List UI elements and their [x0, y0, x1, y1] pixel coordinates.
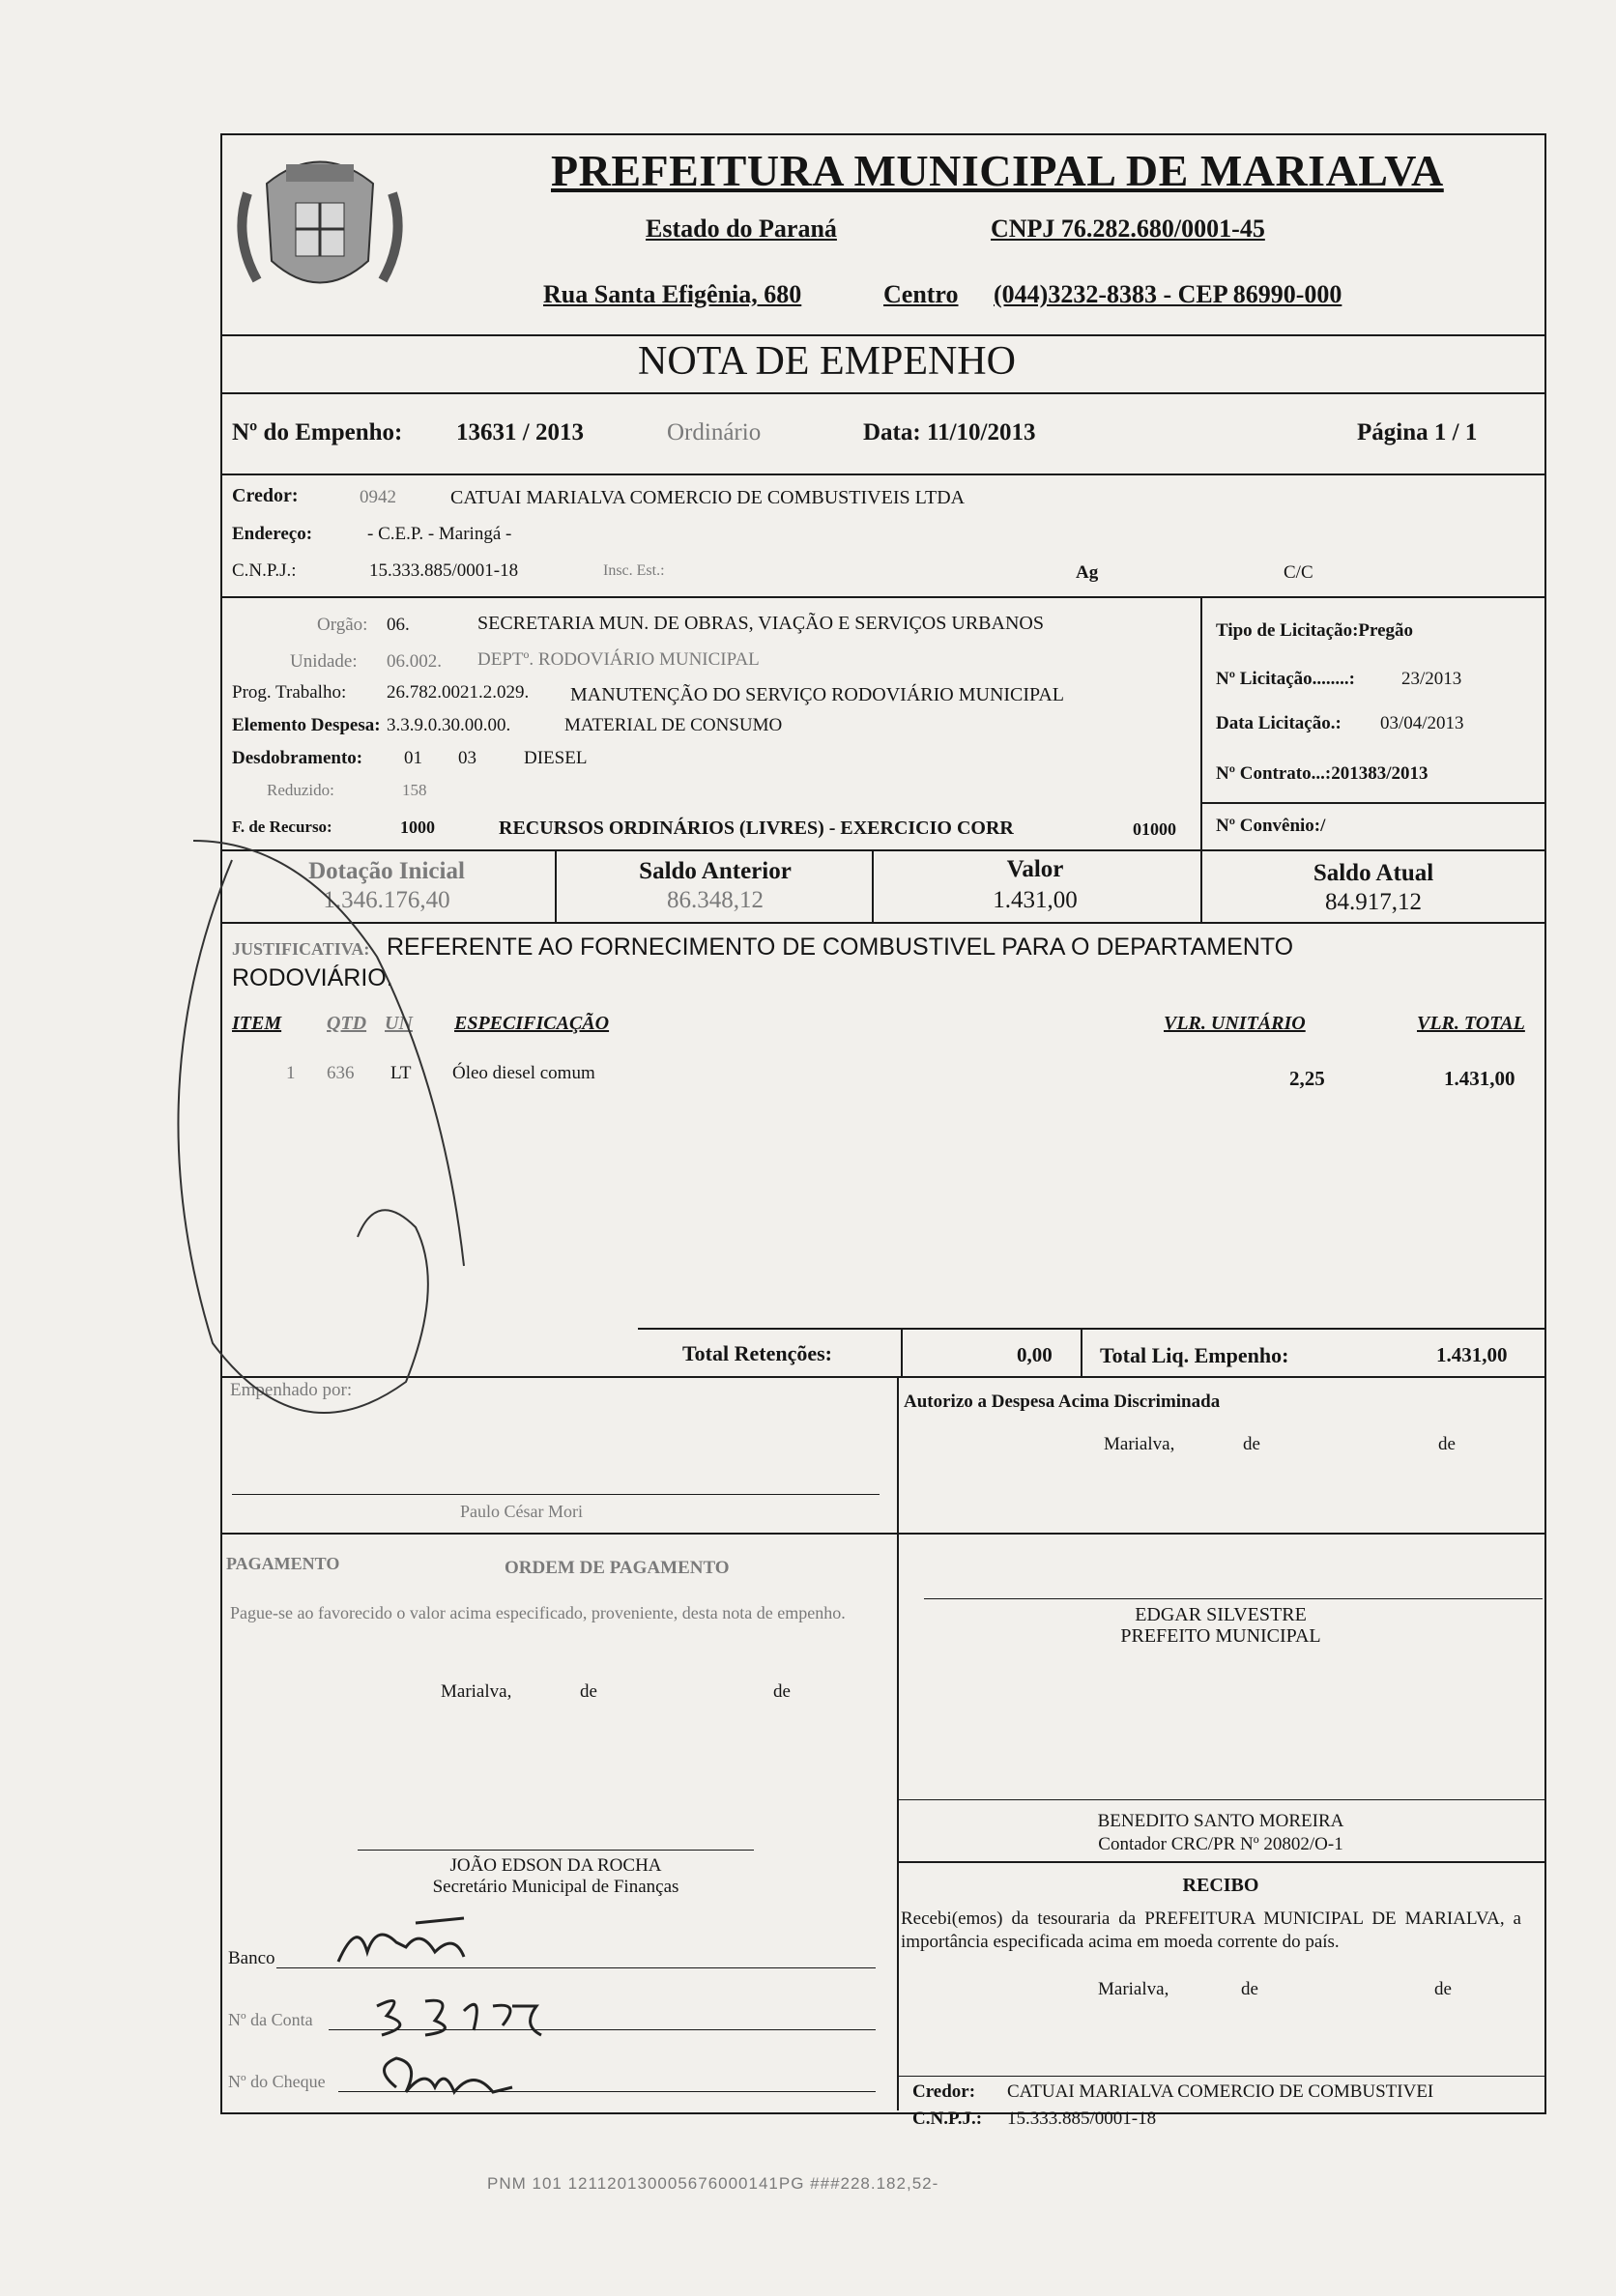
- mayor-title: PREFEITO MUNICIPAL: [1120, 1625, 1321, 1647]
- conta-label: Nº da Conta: [228, 2010, 313, 2029]
- recurso-code: 1000: [400, 818, 435, 837]
- credor-label: Credor:: [232, 485, 299, 506]
- recurso-text: RECURSOS ORDINÁRIOS (LIVRES) - EXERCICIO CORR: [499, 818, 1014, 839]
- licitacao-convenio: Nº Convênio:/: [1216, 816, 1326, 836]
- empenho-type: Ordinário: [667, 419, 762, 445]
- banco-handwriting: [329, 1913, 541, 1976]
- document-title: NOTA DE EMPENHO: [638, 339, 1016, 384]
- desdobramento-code: 01: [404, 748, 422, 768]
- elemento-label: Elemento Despesa:: [232, 715, 381, 735]
- receipt-text: Recebi(emos) da tesouraria da PREFEITURA MUNICIPAL DE MARIALVA, a importância especificada acima em moeda corrente do país.: [901, 1909, 1521, 1952]
- credor-cnpj: 15.333.885/0001-18: [369, 560, 519, 581]
- items-header-spec: ESPECIFICAÇÃO: [454, 1013, 610, 1034]
- elemento-code: 3.3.9.0.30.00.00.: [387, 715, 511, 735]
- licitacao-data: 03/04/2013: [1380, 713, 1464, 733]
- mayor-name: EDGAR SILVESTRE: [1135, 1604, 1307, 1625]
- header-district: Centro: [883, 280, 959, 308]
- pagamento-de2: de: [773, 1681, 791, 1702]
- items-header-un: UN: [385, 1013, 413, 1034]
- credor-address-label: Endereço:: [232, 524, 313, 544]
- credor-name: CATUAI MARIALVA COMERCIO DE COMBUSTIVEIS LTDA: [450, 487, 966, 508]
- programa-code: 26.782.0021.2.029.: [387, 682, 530, 703]
- empenhado-label: Empenhado por:: [230, 1380, 353, 1400]
- items-header-total: VLR. TOTAL: [1417, 1013, 1525, 1034]
- receipt-de2: de: [1434, 1979, 1452, 1999]
- recurso-label: F. de Recurso:: [232, 818, 332, 836]
- saldo-atual-label: Saldo Atual: [1313, 860, 1434, 886]
- credor-cnpj-label: C.N.P.J.:: [232, 560, 297, 581]
- item-row-spec: Óleo diesel comum: [452, 1063, 595, 1083]
- coat-of-arms-logo: [228, 145, 412, 309]
- secretary-name: JOÃO EDSON DA ROCHA: [449, 1855, 662, 1876]
- pagamento-de1: de: [580, 1681, 597, 1702]
- autorizo-de1: de: [1243, 1434, 1260, 1454]
- item-row-total: 1.431,00: [1444, 1067, 1515, 1090]
- secretary-title: Secretário Municipal de Finanças: [432, 1877, 679, 1897]
- retencoes-label: Total Retenções:: [682, 1341, 832, 1365]
- ordem-pagamento-title: ORDEM DE PAGAMENTO: [505, 1558, 730, 1578]
- licitacao-numero: 23/2013: [1401, 669, 1462, 689]
- saldo-anterior-label: Saldo Anterior: [639, 858, 792, 884]
- credor-ie-label: Insc. Est.:: [603, 562, 665, 579]
- pagamento-label: PAGAMENTO: [226, 1554, 340, 1573]
- autorizo-text: Autorizo a Despesa Acima Discriminada: [904, 1392, 1221, 1412]
- header-state: Estado do Paraná: [646, 215, 837, 243]
- receipt-credor: CATUAI MARIALVA COMERCIO DE COMBUSTIVEI: [1007, 2081, 1434, 2102]
- signature-scribble: [155, 802, 638, 1503]
- autorizo-city: Marialva,: [1104, 1434, 1175, 1454]
- orgao-text: SECRETARIA MUN. DE OBRAS, VIAÇÃO E SERVIÇOS URBANOS: [477, 613, 1044, 634]
- valor-value: 1.431,00: [993, 887, 1078, 913]
- empenho-label: Nº do Empenho:: [232, 419, 403, 445]
- orgao-label: Orgão:: [317, 615, 368, 635]
- elemento-text: MATERIAL DE CONSUMO: [564, 715, 783, 735]
- items-header-unit: VLR. UNITÁRIO: [1164, 1013, 1306, 1034]
- page-number: Página 1 / 1: [1357, 419, 1478, 445]
- banco-label: Banco: [228, 1948, 275, 1968]
- empenho-number: 13631 / 2013: [456, 419, 584, 445]
- accountant-title: Contador CRC/PR Nº 20802/O-1: [1098, 1834, 1343, 1854]
- cheque-handwriting: [367, 2049, 561, 2111]
- orgao-code: 06.: [387, 615, 410, 635]
- pagamento-city: Marialva,: [441, 1681, 512, 1702]
- dotacao-label: Dotação Inicial: [308, 858, 465, 884]
- receipt-city: Marialva,: [1098, 1979, 1169, 1999]
- liquido-label: Total Liq. Empenho:: [1100, 1343, 1289, 1367]
- desdobramento-label: Desdobramento:: [232, 748, 363, 768]
- credor-code: 0942: [360, 487, 396, 507]
- empenho-date: Data: 11/10/2013: [863, 419, 1036, 445]
- receipt-credor-label: Credor:: [912, 2081, 976, 2102]
- justificativa-label: JUSTIFICATIVA:: [232, 939, 370, 959]
- reduzido-code: 158: [402, 781, 427, 799]
- unidade-text: DEPTº. RODOVIÁRIO MUNICIPAL: [477, 649, 760, 670]
- programa-label: Prog. Trabalho:: [232, 682, 347, 703]
- saldo-atual-value: 84.917,12: [1325, 889, 1422, 915]
- footer-code: PNM 101 121120130005676000141PG ###228.182,52-: [487, 2174, 939, 2193]
- saldo-anterior-value: 86.348,12: [667, 887, 764, 913]
- header-street: Rua Santa Efigênia, 680: [543, 280, 802, 308]
- reduzido-label: Reduzido:: [267, 781, 334, 799]
- unidade-label: Unidade:: [290, 651, 358, 672]
- desdobramento-code2: 03: [458, 748, 476, 768]
- recurso-code2: 01000: [1133, 819, 1176, 839]
- items-header-qtd: QTD: [327, 1013, 367, 1034]
- receipt-cnpj-label: C.N.P.J.:: [912, 2109, 983, 2129]
- item-row-unit: 2,25: [1289, 1067, 1325, 1090]
- item-row-qtd: 636: [327, 1063, 355, 1083]
- header-phone-cep: (044)3232-8383 - CEP 86990-000: [994, 280, 1342, 308]
- justificativa-line2: RODOVIÁRIO.: [232, 964, 393, 991]
- licitacao-contrato: Nº Contrato...:201383/2013: [1216, 763, 1428, 784]
- header-cnpj: CNPJ 76.282.680/0001-45: [991, 215, 1265, 243]
- item-row-item: 1: [286, 1063, 296, 1083]
- pagamento-text: Pague-se ao favorecido o valor acima especificado, proveniente, desta nota de empenho.: [230, 1603, 846, 1622]
- dotacao-value: 1.346.176,40: [323, 887, 450, 913]
- unidade-code: 06.002.: [387, 651, 442, 672]
- cheque-label: Nº do Cheque: [228, 2072, 326, 2091]
- conta-handwriting: [367, 1987, 551, 2050]
- item-row-un: LT: [390, 1063, 412, 1083]
- licitacao-tipo: Tipo de Licitação:Pregão: [1216, 620, 1414, 641]
- credor-cc: C/C: [1284, 562, 1313, 583]
- retencoes-value: 0,00: [1017, 1343, 1053, 1366]
- valor-label: Valor: [1006, 856, 1064, 882]
- empenhado-name: Paulo César Mori: [460, 1502, 583, 1521]
- justificativa-line1: REFERENTE AO FORNECIMENTO DE COMBUSTIVEL PARA O DEPARTAMENTO: [387, 933, 1294, 961]
- receipt-title: RECIBO: [1182, 1875, 1259, 1896]
- credor-ag: Ag: [1076, 562, 1099, 583]
- items-header-item: ITEM: [232, 1013, 282, 1034]
- desdobramento-text: DIESEL: [524, 748, 588, 768]
- programa-text: MANUTENÇÃO DO SERVIÇO RODOVIÁRIO MUNICIPAL: [570, 684, 1065, 705]
- receipt-cnpj: 15.333.885/0001-18: [1007, 2109, 1157, 2129]
- accountant-name: BENEDITO SANTO MOREIRA: [1097, 1811, 1344, 1831]
- licitacao-data-label: Data Licitação.:: [1216, 713, 1342, 733]
- credor-cep: - C.E.P. - Maringá -: [367, 524, 512, 544]
- header-title: PREFEITURA MUNICIPAL DE MARIALVA: [551, 146, 1444, 195]
- receipt-de1: de: [1241, 1979, 1258, 1999]
- liquido-value: 1.431,00: [1436, 1343, 1508, 1366]
- licitacao-numero-label: Nº Licitação........:: [1216, 669, 1355, 689]
- autorizo-de2: de: [1438, 1434, 1456, 1454]
